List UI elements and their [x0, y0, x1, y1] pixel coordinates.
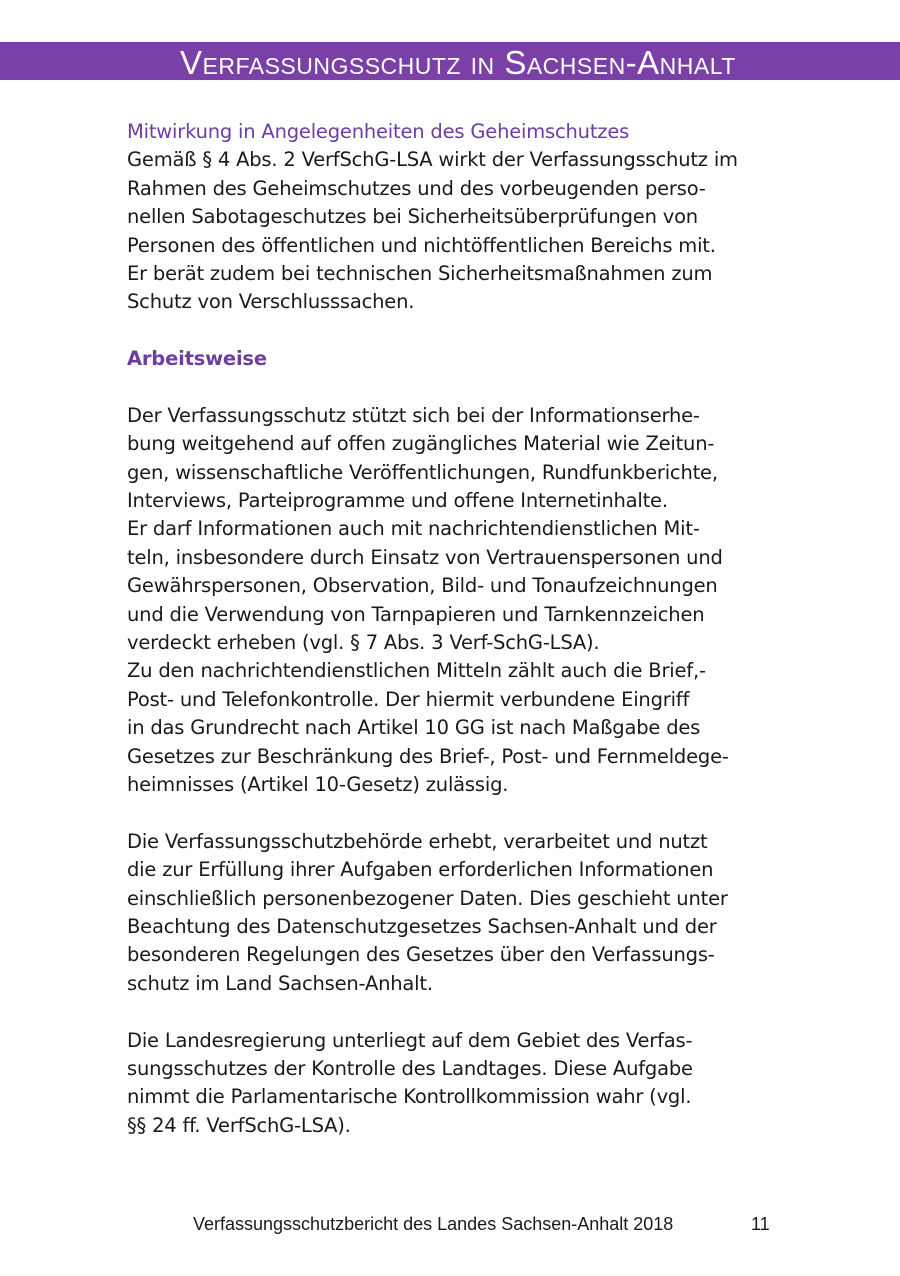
section-heading-geheimschutz: Mitwirkung in Angelegenheiten des Geheimschutzes: [127, 120, 630, 143]
text-line: heimnisses (Artikel 10-Gesetz) zulässig.: [127, 772, 509, 796]
text-line: Personen des öffentlichen und nichtöffentlichen Bereichs mit.: [127, 233, 716, 257]
text-line: sungsschutzes der Kontrolle des Landtages. Diese Aufgabe: [127, 1056, 693, 1080]
text-line: Gewährspersonen, Observation, Bild- und Tonaufzeichnungen: [127, 574, 718, 598]
spacer: [127, 374, 787, 402]
text-line: Beachtung des Datenschutzgesetzes Sachsen-Anhalt und der: [127, 914, 717, 938]
spacer: [127, 317, 787, 345]
text-line: gen, wissenschaftliche Veröffentlichungen, Rundfunkberichte,: [127, 460, 718, 484]
text-line: Zu den nachrichtendienstlichen Mitteln zählt auch die Brief,-: [127, 659, 706, 683]
text-line: §§ 24 ff. VerfSchG-LSA).: [127, 1113, 351, 1137]
text-line: Gesetzes zur Beschränkung des Brief-, Post- und Fernmeldege-: [127, 744, 729, 768]
text-line: und die Verwendung von Tarnpapieren und Tarnkennzeichen: [127, 602, 705, 626]
page-number: 11: [751, 1214, 770, 1234]
text-line: verdeckt erheben (vgl. § 7 Abs. 3 Verf-SchG-LSA).: [127, 631, 600, 655]
text-line: Die Landesregierung unterliegt auf dem Gebiet des Verfas-: [127, 1028, 693, 1052]
page-header-title: Verfassungsschutz in Sachsen-Anhalt: [180, 44, 736, 81]
spacer: [127, 998, 787, 1026]
text-line: Er darf Informationen auch mit nachrichtendienstlichen Mit-: [127, 517, 700, 541]
page-footer: Verfassungsschutzbericht des Landes Sachsen-Anhalt 2018: [193, 1214, 674, 1234]
text-line: die zur Erfüllung ihrer Aufgaben erforderlichen Informationen: [127, 858, 714, 882]
text-line: teln, insbesondere durch Einsatz von Vertrauenspersonen und: [127, 545, 723, 569]
text-line: bung weitgehend auf offen zugängliches Material wie Zeitun-: [127, 432, 715, 456]
main-content: [127, 118, 787, 1140]
text-line: einschließlich personenbezogener Daten. Dies geschieht unter: [127, 886, 728, 910]
text-line: nimmt die Parlamentarische Kontrollkommission wahr (vgl.: [127, 1085, 692, 1109]
text-line: in das Grundrecht nach Artikel 10 GG ist nach Maßgabe des: [127, 716, 701, 740]
text-line: nellen Sabotageschutzes bei Sicherheitsüberprüfungen von: [127, 205, 698, 229]
spacer: [127, 799, 787, 827]
text-line: Die Verfassungsschutzbehörde erhebt, verarbeitet und nutzt: [127, 829, 708, 853]
text-line: Gemäß § 4 Abs. 2 VerfSchG-LSA wirkt der Verfassungsschutz im: [127, 148, 738, 172]
text-line: Rahmen des Geheimschutzes und des vorbeugenden perso-: [127, 176, 706, 200]
text-line: schutz im Land Sachsen-Anhalt.: [127, 971, 433, 995]
text-line: Interviews, Parteiprogramme und offene Internetinhalte.: [127, 489, 668, 513]
text-line: Post- und Telefonkontrolle. Der hiermit verbundene Eingriff: [127, 687, 690, 711]
text-line: Der Verfassungsschutz stützt sich bei der Informationserhe-: [127, 403, 700, 427]
text-line: besonderen Regelungen des Gesetzes über den Verfassungs-: [127, 943, 715, 967]
section-heading-arbeitsweise: Arbeitsweise: [127, 347, 267, 371]
text-line: Schutz von Verschlusssachen.: [127, 290, 415, 314]
text-line: Er berät zudem bei technischen Sicherheitsmaßnahmen zum: [127, 261, 713, 285]
